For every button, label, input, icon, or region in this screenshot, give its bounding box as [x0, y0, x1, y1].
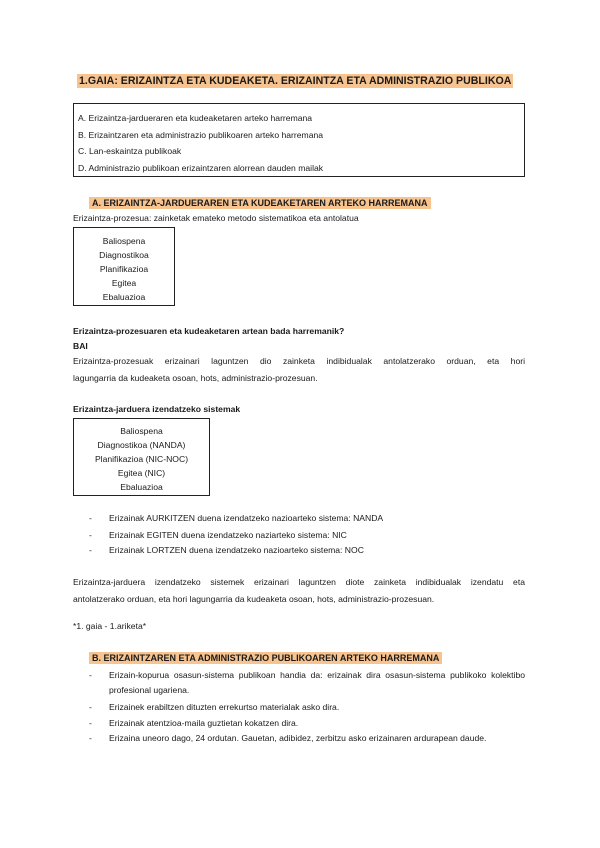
- list-item-text: Erizainak AURKITZEN duena izendatzeko nazioarteko sistema: NANDA: [109, 513, 384, 523]
- section-b-heading: B. ERIZAINTZAREN ETA ADMINISTRAZIO PUBLIKOAREN ARTEKO HARREMANA: [89, 652, 442, 664]
- list-item: [89, 731, 525, 746]
- toc-item-a: A. Erizaintza-jardueraren eta kudeaketaren arteko harremana: [78, 113, 313, 123]
- process-definition: Erizaintza-prozesua: zainketak emateko metodo sistematikoa eta antolatua: [73, 213, 359, 223]
- systems-step: Egitea (NIC): [117, 468, 166, 478]
- section-a-heading: A. ERIZAINTZA-JARDUERAREN ETA KUDEAKETAREN ARTEKO HARREMANA: [89, 197, 431, 209]
- explanation-line: Erizaintza-prozesuak erizainari laguntzen dio zainketa indibidualak antolatzerako orduan, eta hori: [73, 356, 525, 366]
- systems-heading: Erizaintza-jarduera izendatzeko sistemak: [73, 404, 241, 414]
- list-item-text: Erizainak EGITEN duena izendatzeko naziarteko sistema: NIC: [109, 530, 347, 540]
- systems-step: Ebaluazioa: [120, 482, 163, 492]
- list-item-text: Erizaina uneoro dago, 24 ordutan. Gauetan, adibidez, zerbitzu asko erizainaren ardurapean daude.: [109, 733, 487, 743]
- list-item-text: Erizainek erabiltzen dituzten errekurtso materialak asko dira.: [109, 702, 340, 712]
- table-of-contents: [73, 103, 525, 177]
- summary-line: antolatzerako orduan, eta hori lagungarria da kudeaketa osoan, hots, administrazio-prozesuan.: [73, 594, 435, 604]
- systems-step: Diagnostikoa (NANDA): [97, 440, 186, 450]
- list-item-text: Erizainak LORTZEN duena izendatzeko nazioarteko sistema: NOC: [109, 545, 364, 555]
- summary-line: Erizaintza-jarduera izendatzeko sistemek erizainari laguntzen diote zainketa indibidualak izendatu eta: [73, 577, 525, 587]
- process-step: Ebaluazioa: [102, 292, 146, 302]
- list-marker: -: [89, 545, 92, 555]
- toc-item-b: B. Erizaintzaren eta administrazio publikoaren arteko harremana: [78, 129, 324, 140]
- systems-step: Planifikazioa (NIC-NOC): [94, 454, 189, 464]
- systems-steps-box: [73, 418, 210, 496]
- explanation-line: lagungarria da kudeaketa osoan, hots, administrazio-prozesuan.: [73, 373, 318, 383]
- list-marker: -: [89, 702, 92, 712]
- list-marker: -: [89, 733, 92, 743]
- summary-paragraph: [73, 574, 525, 608]
- toc-item-c: C. Lan-eskaintza publikoak: [78, 146, 182, 156]
- relationship-question: Erizaintza-prozesuaren eta kudeaketaren artean bada harremanik?: [73, 326, 345, 336]
- list-marker: -: [89, 530, 92, 540]
- list-item-text: Erizain-kopurua osasun-sistema publikoan handia da: erizainak dira osasun-sistema publikoko kolektibo profesional ugariena.: [109, 670, 525, 695]
- process-step: Baliospena: [102, 236, 146, 246]
- toc-item-d: D. Administrazio publikoan erizaintzaren alorrean dauden mailak: [78, 162, 324, 173]
- systems-step: Baliospena: [120, 426, 163, 436]
- process-step: Egitea: [111, 278, 137, 288]
- list-marker: -: [89, 670, 92, 680]
- list-item: [89, 700, 525, 715]
- page-title: 1.GAIA: ERIZAINTZA ETA KUDEAKETA. ERIZAINTZA ETA ADMINISTRAZIO PUBLIKOA: [79, 75, 512, 87]
- list-item: [89, 716, 525, 731]
- explanation-paragraph: [73, 353, 525, 387]
- list-item: [89, 668, 525, 698]
- exercise-reference: *1. gaia - 1.ariketa*: [73, 621, 147, 631]
- relationship-answer: BAI: [73, 341, 88, 351]
- list-marker: -: [89, 513, 92, 523]
- list-marker: -: [89, 718, 92, 728]
- process-steps-box: [73, 227, 175, 306]
- process-step: Planifikazioa: [99, 264, 149, 274]
- process-step: Diagnostikoa: [99, 250, 149, 260]
- list-item-text: Erizainak atentzioa-maila guztietan kokatzen dira.: [109, 718, 299, 728]
